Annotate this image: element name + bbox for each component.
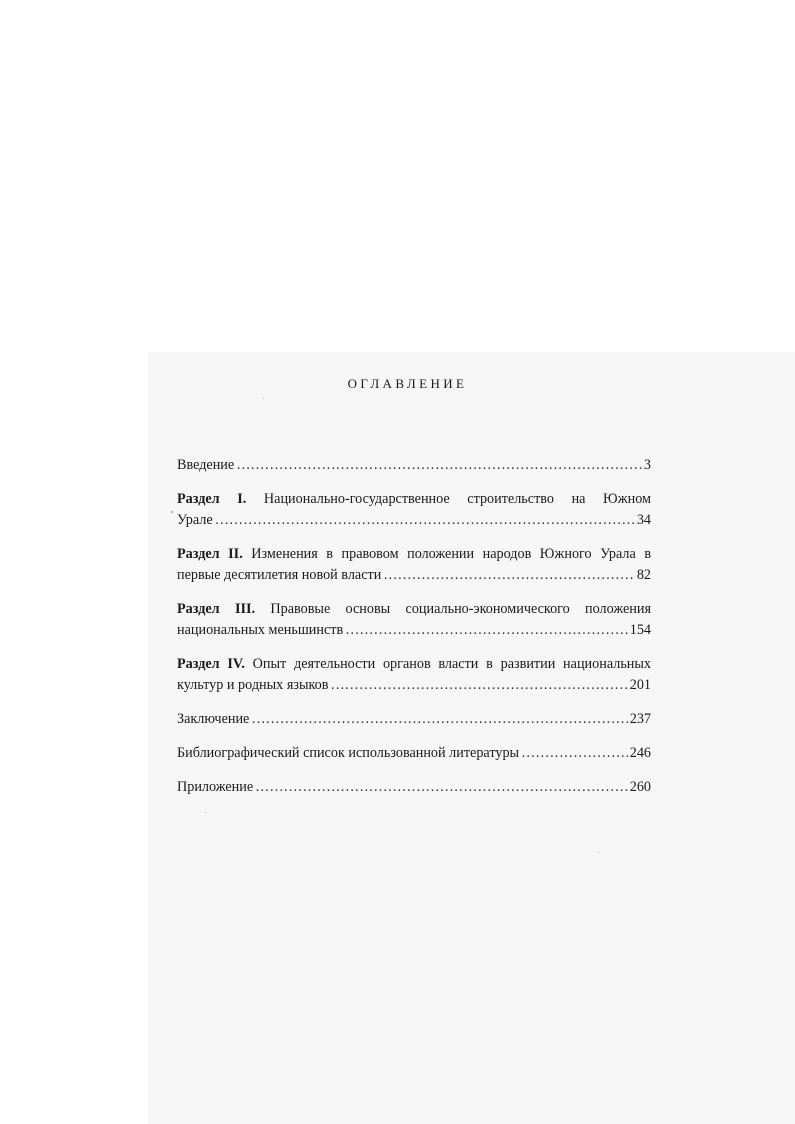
dot-leader	[236, 455, 642, 476]
toc-section-label: Раздел II.	[177, 546, 243, 562]
toc-entry-text: Приложение	[177, 779, 254, 795]
toc-entry-text-continued: национальных меньшинств	[177, 622, 344, 638]
toc-page-number: 34	[636, 512, 651, 528]
toc-page-number: 201	[629, 677, 651, 693]
toc-page-number: 246	[629, 745, 651, 761]
toc-entry-text: Заключение	[177, 711, 250, 727]
scan-speck	[263, 398, 264, 399]
toc-section-label: Раздел IV.	[177, 656, 245, 672]
toc-entry-text: Введение	[177, 457, 235, 473]
toc-entry-text-continued: Урале	[177, 512, 213, 528]
dot-leader	[521, 743, 628, 764]
toc-page-number: 237	[629, 711, 651, 727]
toc-entry-section-1[interactable]	[177, 489, 651, 531]
toc-entry-text: Библиографический список использованной литературы	[177, 745, 520, 761]
dot-leader	[383, 565, 635, 586]
page-title: ОГЛАВЛЕНИЕ	[347, 376, 468, 391]
toc-page-number: 260	[629, 779, 651, 795]
toc-entry-text: Изменения в правовом положении народов Южного Урала в	[251, 546, 652, 562]
toc-entry-conclusion[interactable]	[177, 709, 651, 730]
toc-entry-text-continued: культур и родных языков	[177, 677, 329, 693]
toc-entry-section-4[interactable]	[177, 654, 651, 696]
toc-entry-text: Опыт деятельности органов власти в развитии национальных	[252, 656, 652, 672]
toc-page-number: 3	[643, 457, 651, 473]
dot-leader	[330, 675, 627, 696]
toc-entry-introduction[interactable]	[177, 455, 651, 476]
toc-entry-appendix[interactable]	[177, 777, 651, 798]
toc-entry-text-continued: первые десятилетия новой власти	[177, 567, 382, 583]
scan-speck	[205, 812, 206, 813]
toc-entry-section-3[interactable]	[177, 599, 651, 641]
toc-section-label: Раздел I.	[177, 491, 247, 507]
toc-page-number: 154	[629, 622, 651, 638]
scan-speck	[598, 852, 599, 853]
dot-leader	[215, 510, 635, 531]
toc-entry-section-2[interactable]	[177, 544, 651, 586]
toc-entry-text: Национально-государственное строительство на Южном	[263, 491, 651, 507]
scan-speck	[171, 511, 173, 513]
toc-entry-text: Правовые основы социально-экономического положения	[270, 601, 651, 617]
table-of-contents	[177, 455, 651, 811]
toc-section-label: Раздел III.	[177, 601, 256, 617]
toc-entry-bibliography[interactable]	[177, 743, 651, 764]
dot-leader	[251, 709, 627, 730]
dot-leader	[255, 777, 628, 798]
toc-page-number: 82	[636, 567, 651, 583]
dot-leader	[345, 620, 628, 641]
